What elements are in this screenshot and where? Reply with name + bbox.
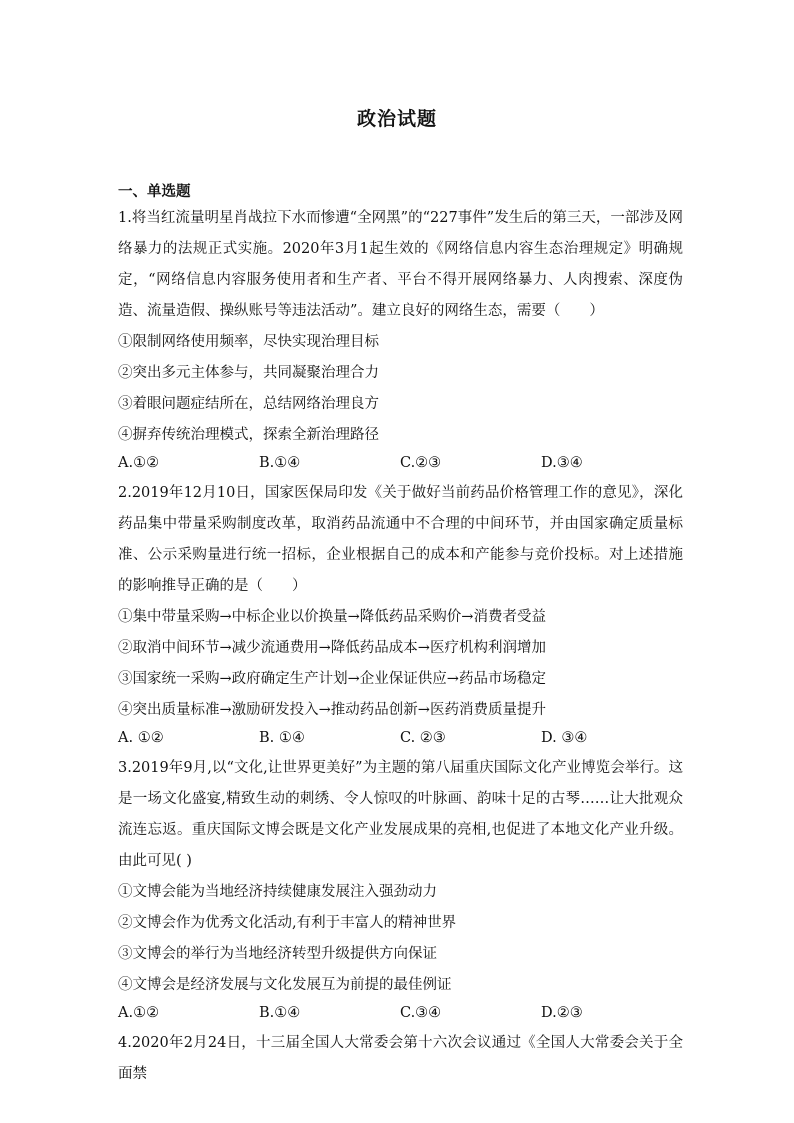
question-2 xyxy=(118,478,683,753)
question-stem: 4.2020年2月24日，十三届全国人大常委会第十六次会议通过《全国人大常委会关于全面禁 xyxy=(118,1035,683,1082)
answer-choice-a: A. ①② xyxy=(118,730,164,746)
option-item: ④突出质量标准→激励研发投入→推动药品创新→医药消费质量提升 xyxy=(118,702,546,718)
question-3 xyxy=(118,753,683,1028)
option-item: ③文博会的举行为当地经济转型升级提供方向保证 xyxy=(118,946,437,962)
answer-choice-a: A.①② xyxy=(118,1005,160,1021)
answer-choice-d: D. ③④ xyxy=(541,730,588,746)
answer-choice-a: A.①② xyxy=(118,455,160,471)
answer-choice-d: D.③④ xyxy=(541,455,583,471)
question-1 xyxy=(118,203,683,478)
question-4 xyxy=(118,1028,683,1090)
option-item: ④摒弃传统治理模式，探索全新治理路径 xyxy=(118,427,379,443)
option-item: ②突出多元主体参与，共同凝聚治理合力 xyxy=(118,365,379,381)
answer-choice-b: B.①④ xyxy=(259,455,301,471)
answer-choice-c: C.③④ xyxy=(400,1005,442,1021)
answer-choices xyxy=(118,726,683,753)
option-item: ④文博会是经济发展与文化发展互为前提的最佳例证 xyxy=(118,977,452,993)
question-stem: 2.2019年12月10日，国家医保局印发《关于做好当前药品价格管理工作的意见》，深化药品集中带量采购制度改革，取消药品流通中不合理的中间环节，并由国家确定质量标准、公示采购量进行统一招标，企业根据自己的成本和产能参与竞价投标。对上述措施的影响推导正确的是（ ） xyxy=(118,485,683,594)
page-title: 政治试题 xyxy=(356,108,437,130)
question-stem: 3.2019年9月,以“文化,让世界更美好”为主题的第八届重庆国际文化产业博览会举行。这是一场文化盛宴,精致生动的刺绣、令人惊叹的叶脉画、韵味十足的古琴……让大批观众流连忘返。重庆国际文博会既是文化产业发展成果的亮相,也促进了本地文化产业升级。由此可见( ) xyxy=(118,760,683,869)
option-item: ③国家统一采购→政府确定生产计划→企业保证供应→药品市场稳定 xyxy=(118,671,546,687)
answer-choice-c: C.②③ xyxy=(400,455,442,471)
question-list xyxy=(118,203,683,1090)
section-heading: 一、单选题 xyxy=(118,183,191,200)
option-item: ②文博会作为优秀文化活动,有利于丰富人的精神世界 xyxy=(118,915,457,931)
option-item: ③着眼问题症结所在，总结网络治理良方 xyxy=(118,396,379,412)
answer-choice-b: B.①④ xyxy=(259,1005,301,1021)
answer-choices xyxy=(118,451,683,478)
answer-choice-b: B. ①④ xyxy=(259,730,305,746)
question-stem: 1.将当红流量明星肖战拉下水而惨遭“全网黑”的“227事件”发生后的第三天，一部涉及网络暴力的法规正式实施。2020年3月1起生效的《网络信息内容生态治理规定》明确规定，“网络信息内容服务使用者和生产者、平台不得开展网络暴力、人肉搜索、深度伪造、流量造假、操纵账号等违法活动”。建立良好的网络生态，需要（ ） xyxy=(118,210,683,319)
option-item: ②取消中间环节→减少流通费用→降低药品成本→医疗机构利润增加 xyxy=(118,640,546,656)
option-item: ①文博会能为当地经济持续健康发展注入强劲动力 xyxy=(118,884,437,900)
answer-choice-d: D.②③ xyxy=(541,1005,583,1021)
answer-choice-c: C. ②③ xyxy=(400,730,446,746)
option-item: ①集中带量采购→中标企业以价换量→降低药品采购价→消费者受益 xyxy=(118,609,546,625)
option-item: ①限制网络使用频率，尽快实现治理目标 xyxy=(118,334,379,350)
answer-choices xyxy=(118,1001,683,1028)
